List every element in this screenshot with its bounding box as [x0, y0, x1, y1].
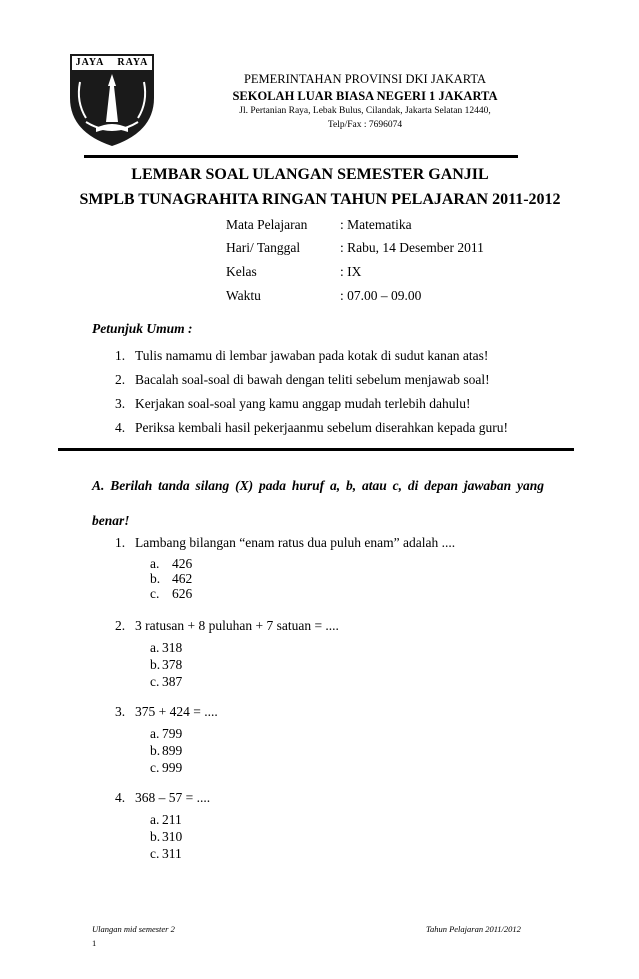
option-letter: b.: [150, 743, 161, 758]
question: [115, 790, 210, 806]
logo-text: JAYA RAYA: [75, 57, 149, 68]
option-text: 378: [162, 657, 183, 672]
option-text: 799: [162, 726, 183, 741]
instruction-number: 3.: [115, 396, 126, 411]
answer-option[interactable]: [150, 760, 182, 776]
phone-line: Telp/Fax : 7696074: [327, 120, 403, 130]
answer-option[interactable]: [150, 556, 192, 572]
info-value: : Rabu, 14 Desember 2011: [340, 240, 484, 255]
section-a-instruction-line: benar!: [92, 513, 130, 528]
instruction-item: [115, 372, 490, 388]
question-text: 3 ratusan + 8 puluhan + 7 satuan = ....: [135, 618, 339, 633]
letterhead-school: SEKOLAH LUAR BIASA NEGERI 1 JAKARTA: [232, 89, 498, 103]
option-text: 426: [172, 556, 193, 571]
instruction-number: 4.: [115, 420, 126, 435]
option-letter: b.: [150, 657, 161, 672]
option-text: 999: [162, 760, 183, 775]
option-text: 899: [162, 743, 183, 758]
info-label: Kelas: [226, 264, 257, 279]
question-number: 1.: [115, 535, 126, 550]
section-a-instruction-line: A. Berilah tanda silang (X) pada huruf a, b, atau c, di depan jawaban yang: [92, 478, 544, 493]
question-text: 368 – 57 = ....: [135, 790, 211, 805]
option-letter: a.: [150, 726, 160, 741]
option-letter: c.: [150, 846, 160, 861]
answer-option[interactable]: [150, 571, 192, 587]
info-label: Hari/ Tanggal: [226, 240, 301, 255]
option-text: 211: [162, 812, 182, 827]
answer-option[interactable]: [150, 674, 182, 690]
option-letter: b.: [150, 829, 161, 844]
option-letter: a.: [150, 812, 160, 827]
answer-option[interactable]: [150, 846, 182, 862]
instruction-item: [115, 348, 488, 364]
instruction-item: [115, 396, 471, 412]
answer-option[interactable]: [150, 586, 192, 602]
instruction-text: Tulis namamu di lembar jawaban pada kotak di sudut kanan atas!: [135, 348, 489, 363]
page-subtitle: SMPLB TUNAGRAHITA RINGAN TAHUN PELAJARAN 2011-2012: [79, 191, 561, 208]
answer-option[interactable]: [150, 812, 182, 828]
section-divider: [58, 448, 574, 451]
footer-right: Tahun Pelajaran 2011/2012: [426, 924, 521, 934]
answer-option[interactable]: [150, 657, 182, 673]
option-letter: a.: [150, 640, 160, 655]
info-value: : Matematika: [340, 217, 412, 232]
page-title: LEMBAR SOAL ULANGAN SEMESTER GANJIL: [131, 166, 489, 183]
option-text: 318: [162, 640, 183, 655]
question-text: 375 + 424 = ....: [135, 704, 218, 719]
page-number: 1: [92, 938, 97, 948]
footer-left: Ulangan mid semester 2: [92, 924, 175, 934]
option-letter: c.: [150, 586, 160, 601]
instruction-number: 2.: [115, 372, 126, 387]
instruction-text: Periksa kembali hasil pekerjaanmu sebelum diserahkan kepada guru!: [135, 420, 508, 435]
instructions-heading: Petunjuk Umum :: [92, 321, 193, 336]
question-number: 3.: [115, 704, 126, 719]
option-letter: c.: [150, 760, 160, 775]
question: [115, 618, 339, 634]
question-number: 2.: [115, 618, 126, 633]
answer-option[interactable]: [150, 743, 182, 759]
instruction-number: 1.: [115, 348, 126, 363]
answer-option[interactable]: [150, 726, 182, 742]
option-text: 387: [162, 674, 183, 689]
section-a-instruction: [92, 468, 544, 538]
letterhead-government: PEMERINTAHAN PROVINSI DKI JAKARTA: [243, 72, 487, 86]
question: [115, 535, 455, 551]
question: [115, 704, 218, 720]
option-letter: a.: [150, 556, 160, 571]
instruction-item: [115, 420, 508, 436]
instruction-text: Kerjakan soal-soal yang kamu anggap mudah terlebih dahulu!: [135, 396, 471, 411]
answer-option[interactable]: [150, 829, 182, 845]
option-letter: c.: [150, 674, 160, 689]
question-text: Lambang bilangan “enam ratus dua puluh enam” adalah ....: [135, 535, 456, 550]
option-text: 311: [162, 846, 182, 861]
info-label: Waktu: [226, 288, 261, 303]
address-line: Jl. Pertanian Raya, Lebak Bulus, Cilandak, Jakarta Selatan 12440,: [239, 106, 491, 116]
header-divider: [84, 155, 518, 158]
option-text: 626: [172, 586, 193, 601]
answer-option[interactable]: [150, 640, 182, 656]
info-value: : 07.00 – 09.00: [340, 288, 422, 303]
instruction-text: Bacalah soal-soal di bawah dengan teliti sebelum menjawab soal!: [135, 372, 490, 387]
option-text: 462: [172, 571, 193, 586]
question-number: 4.: [115, 790, 126, 805]
option-text: 310: [162, 829, 183, 844]
option-letter: b.: [150, 571, 161, 586]
letterhead-address: [200, 104, 530, 132]
info-label: Mata Pelajaran: [226, 217, 308, 232]
info-value: : IX: [340, 264, 362, 279]
school-logo: [66, 52, 158, 148]
